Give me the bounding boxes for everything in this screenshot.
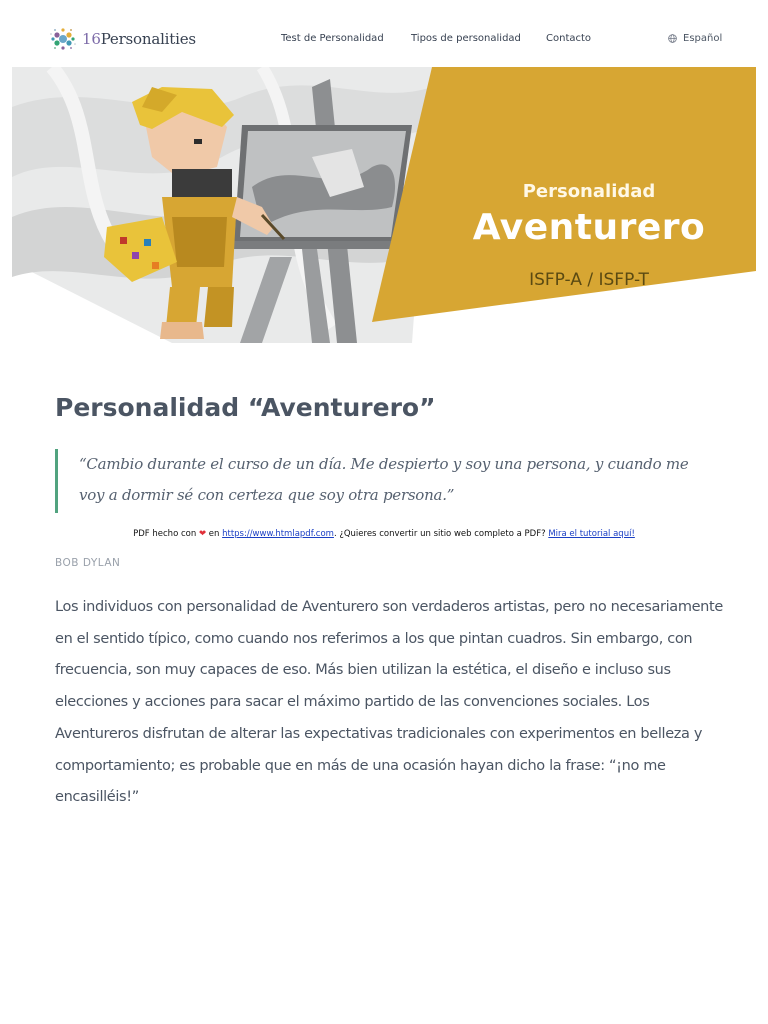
nav-personality-test[interactable]: Test de Personalidad <box>281 33 384 44</box>
htmlapdf-link[interactable]: https://www.htmlapdf.com <box>222 529 334 539</box>
language-label: Español <box>683 33 723 44</box>
top-navigation <box>0 0 768 68</box>
pdf-note-middle: en <box>208 529 220 539</box>
pdf-note-text: . ¿Quieres convertir un sitio web completo a PDF? <box>333 529 546 539</box>
logo-icon <box>48 24 78 54</box>
globe-icon <box>668 34 677 43</box>
intro-paragraph: Los individuos con personalidad de Aventurero son verdaderos artistas, pero no necesariamente en el sentido típico, como cuando nos referimos a los que pintan cuadros. Sin embargo, con frecuencia, son muy capaces de eso. Más bien utilizan la estética, el diseño e incluso sus elecciones y acciones para sacar el máximo partido de las convenciones sociales. Los Aventureros disfrutan de alterar las expectativas tradicionales con experimentos en belleza y comportamiento; es probable que en más de una ocasión hayan dicho la frase: “¡no me encasilléis!” <box>55 599 723 806</box>
nav-contact[interactable]: Contacto <box>546 33 592 44</box>
hero-title: Aventurero <box>472 207 706 248</box>
hero-banner <box>12 67 756 343</box>
pdf-conversion-note <box>0 529 768 539</box>
logo[interactable] <box>48 24 196 54</box>
tutorial-link[interactable]: Mira el tutorial aquí! <box>548 529 635 539</box>
hero-type-code: ISFP-A / ISFP-T <box>529 270 649 290</box>
quote-block <box>55 449 715 513</box>
nav-personality-types[interactable]: Tipos de personalidad <box>411 33 521 44</box>
language-selector[interactable] <box>668 33 722 44</box>
quote-author: BOB DYLAN <box>55 557 121 569</box>
pdf-note-prefix: PDF hecho con <box>133 529 197 539</box>
hero-subtitle: Personalidad <box>522 181 656 202</box>
hero-illustration <box>12 67 756 343</box>
heart-icon: ❤ <box>198 529 207 539</box>
page-title: Personalidad “Aventurero” <box>55 393 436 422</box>
brand-name: 16Personalities <box>82 30 196 48</box>
quote-text: “Cambio durante el curso de un día. Me despierto y soy una persona, y cuando me voy a dormir sé con certeza que soy otra persona.” <box>79 455 689 504</box>
